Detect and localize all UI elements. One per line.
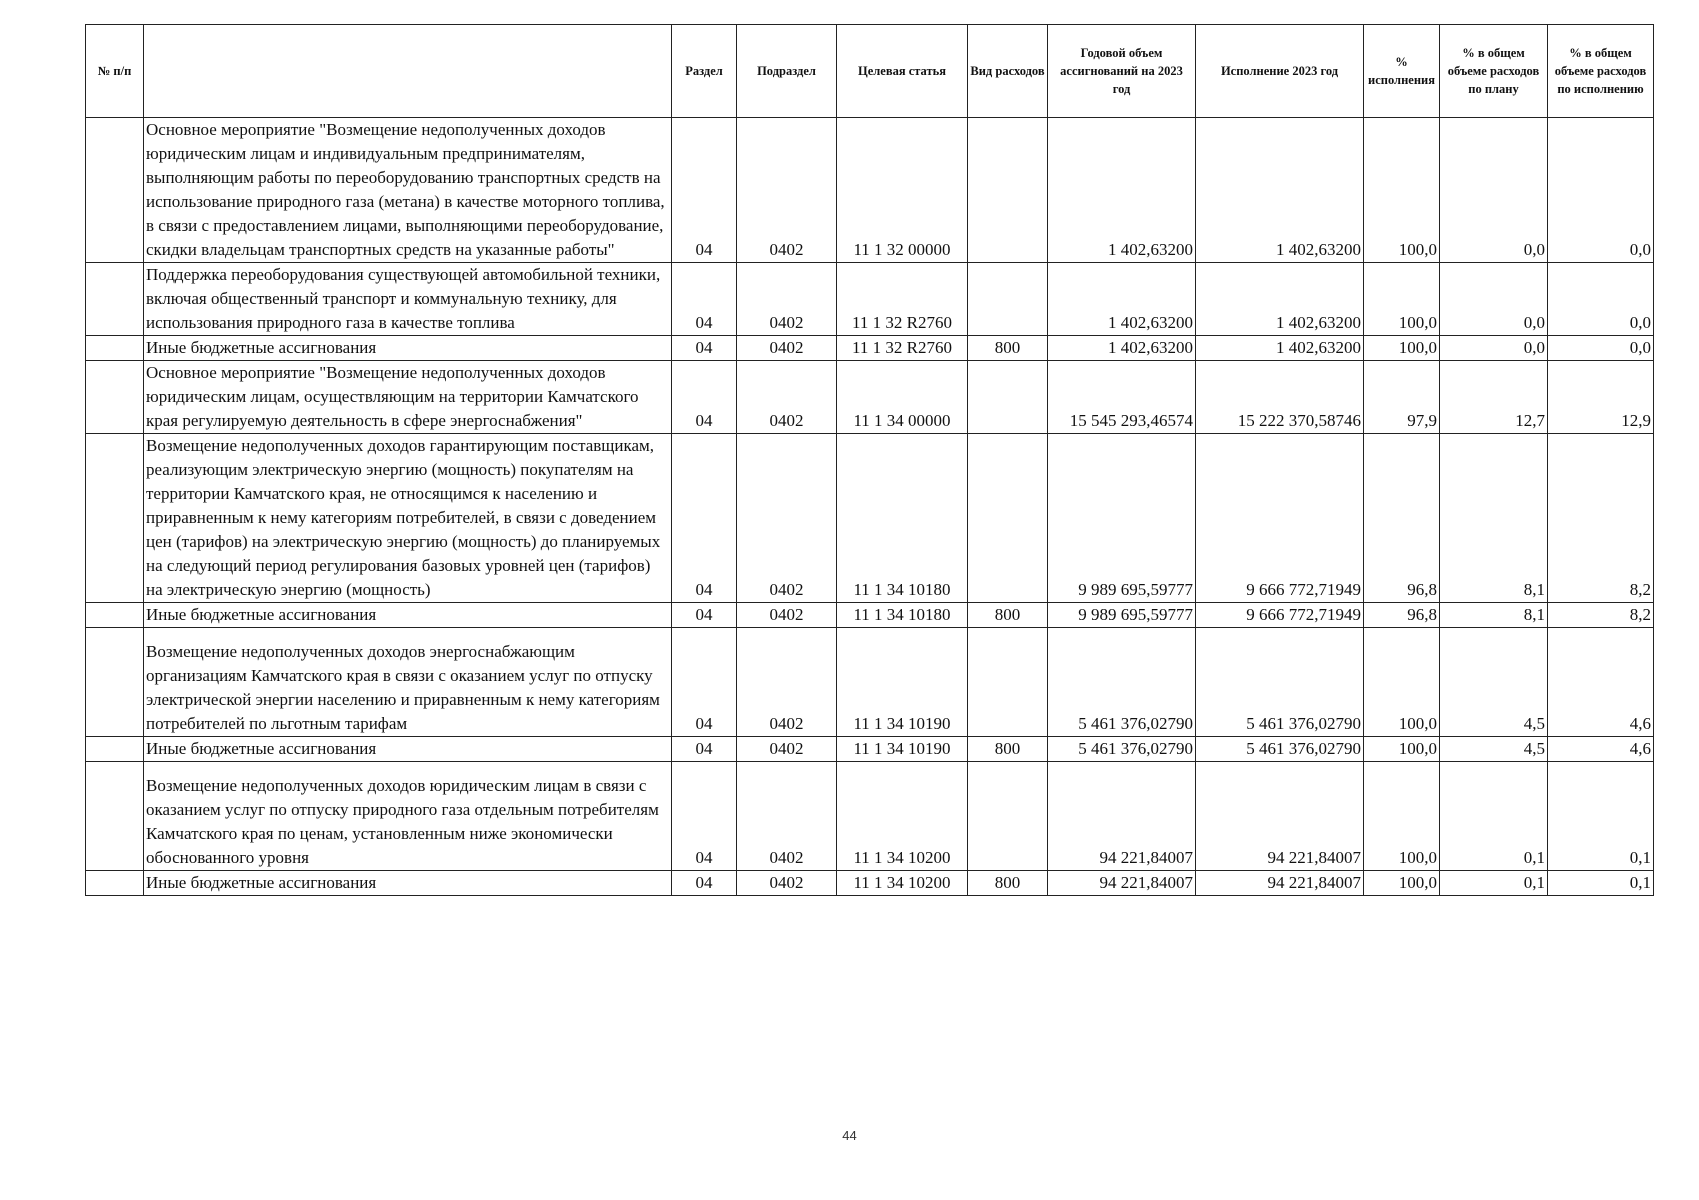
row-razdel: 04 [672,628,737,737]
row-pct: 100,0 [1364,737,1440,762]
row-fact: 5 461 376,02790 [1196,628,1364,737]
row-plan: 9 989 695,59777 [1048,434,1196,603]
row-vid: 800 [968,737,1048,762]
row-share-fact: 8,2 [1548,603,1654,628]
row-pct: 100,0 [1364,118,1440,263]
row-celevaya: 11 1 34 10180 [837,434,968,603]
page-number: 44 [842,1128,857,1143]
row-number [86,434,144,603]
row-name: Иные бюджетные ассигнования [144,737,672,762]
row-share-plan: 8,1 [1440,434,1548,603]
row-podrazdel: 0402 [737,737,837,762]
header-share-plan: % в общем объеме расходов по плану [1440,25,1548,118]
row-plan: 15 545 293,46574 [1048,361,1196,434]
row-share-fact: 0,0 [1548,118,1654,263]
header-name [144,25,672,118]
row-fact: 1 402,63200 [1196,263,1364,336]
row-podrazdel: 0402 [737,762,837,871]
row-share-plan: 8,1 [1440,603,1548,628]
row-fact: 5 461 376,02790 [1196,737,1364,762]
row-podrazdel: 0402 [737,434,837,603]
row-number [86,361,144,434]
row-celevaya: 11 1 34 10180 [837,603,968,628]
row-share-fact: 4,6 [1548,628,1654,737]
row-fact: 94 221,84007 [1196,762,1364,871]
row-share-fact: 0,1 [1548,871,1654,896]
header-podrazdel: Подраздел [737,25,837,118]
table-row [86,628,1654,737]
row-fact: 15 222 370,58746 [1196,361,1364,434]
header-pct: % исполнения [1364,25,1440,118]
header-celevaya: Целевая статья [837,25,968,118]
row-plan: 1 402,63200 [1048,336,1196,361]
row-name: Основное мероприятие "Возмещение недополученных доходов юридическим лицам, осуществляющим на территории Камчатского края регулируемую деятельность в сфере энергоснабжения" [144,361,672,434]
table-row [86,762,1654,871]
row-share-plan: 4,5 [1440,737,1548,762]
table-row [86,871,1654,896]
row-share-plan: 12,7 [1440,361,1548,434]
table-row [86,263,1654,336]
header-number: № п/п [86,25,144,118]
table-row [86,434,1654,603]
row-plan: 5 461 376,02790 [1048,628,1196,737]
row-celevaya: 11 1 32 R2760 [837,336,968,361]
row-plan: 1 402,63200 [1048,118,1196,263]
row-podrazdel: 0402 [737,603,837,628]
row-name: Иные бюджетные ассигнования [144,336,672,361]
row-razdel: 04 [672,603,737,628]
row-pct: 100,0 [1364,762,1440,871]
row-podrazdel: 0402 [737,361,837,434]
row-celevaya: 11 1 34 10200 [837,871,968,896]
table-row [86,361,1654,434]
header-razdel: Раздел [672,25,737,118]
row-fact: 9 666 772,71949 [1196,434,1364,603]
row-celevaya: 11 1 34 10190 [837,628,968,737]
table-row [86,336,1654,361]
row-number [86,628,144,737]
row-pct: 100,0 [1364,336,1440,361]
row-share-fact: 0,1 [1548,762,1654,871]
row-number [86,118,144,263]
row-podrazdel: 0402 [737,871,837,896]
header-share-fact: % в общем объеме расходов по исполнению [1548,25,1654,118]
row-plan: 94 221,84007 [1048,871,1196,896]
table-row [86,603,1654,628]
row-plan: 1 402,63200 [1048,263,1196,336]
row-share-plan: 4,5 [1440,628,1548,737]
row-vid [968,434,1048,603]
row-razdel: 04 [672,871,737,896]
row-pct: 100,0 [1364,628,1440,737]
row-celevaya: 11 1 32 R2760 [837,263,968,336]
row-number [86,737,144,762]
row-fact: 9 666 772,71949 [1196,603,1364,628]
row-name: Иные бюджетные ассигнования [144,871,672,896]
table-header-row [86,25,1654,118]
table-row [86,737,1654,762]
row-celevaya: 11 1 34 00000 [837,361,968,434]
row-share-plan: 0,0 [1440,263,1548,336]
row-share-fact: 0,0 [1548,336,1654,361]
row-celevaya: 11 1 32 00000 [837,118,968,263]
row-podrazdel: 0402 [737,628,837,737]
row-number [86,603,144,628]
row-share-fact: 4,6 [1548,737,1654,762]
row-vid [968,762,1048,871]
row-number [86,762,144,871]
row-name: Иные бюджетные ассигнования [144,603,672,628]
row-razdel: 04 [672,361,737,434]
row-pct: 96,8 [1364,603,1440,628]
row-share-fact: 8,2 [1548,434,1654,603]
row-plan: 94 221,84007 [1048,762,1196,871]
row-podrazdel: 0402 [737,336,837,361]
row-share-fact: 12,9 [1548,361,1654,434]
row-number [86,336,144,361]
row-pct: 100,0 [1364,263,1440,336]
row-razdel: 04 [672,434,737,603]
row-number [86,263,144,336]
row-fact: 1 402,63200 [1196,336,1364,361]
row-plan: 9 989 695,59777 [1048,603,1196,628]
row-razdel: 04 [672,737,737,762]
row-podrazdel: 0402 [737,263,837,336]
row-vid [968,118,1048,263]
row-name: Возмещение недополученных доходов юридическим лицам в связи с оказанием услуг по отпуску природного газа отдельным потребителям Камчатского края по ценам, установленным ниже экономически обоснованного уровня [144,762,672,871]
row-pct: 100,0 [1364,871,1440,896]
row-plan: 5 461 376,02790 [1048,737,1196,762]
row-celevaya: 11 1 34 10190 [837,737,968,762]
row-vid [968,361,1048,434]
row-vid: 800 [968,871,1048,896]
row-vid [968,263,1048,336]
row-share-plan: 0,1 [1440,762,1548,871]
row-share-plan: 0,0 [1440,336,1548,361]
row-share-plan: 0,0 [1440,118,1548,263]
row-pct: 97,9 [1364,361,1440,434]
budget-table [85,24,1654,896]
row-share-plan: 0,1 [1440,871,1548,896]
header-fact: Исполнение 2023 год [1196,25,1364,118]
row-razdel: 04 [672,336,737,361]
row-vid: 800 [968,336,1048,361]
row-share-fact: 0,0 [1548,263,1654,336]
row-name: Возмещение недополученных доходов энергоснабжающим организациям Камчатского края в связи с оказанием услуг по отпуску электрической энергии населению и приравненным к нему категориям потребителей по льготным тарифам [144,628,672,737]
row-pct: 96,8 [1364,434,1440,603]
row-celevaya: 11 1 34 10200 [837,762,968,871]
row-fact: 94 221,84007 [1196,871,1364,896]
row-name: Поддержка переоборудования существующей автомобильной техники, включая общественный транспорт и коммунальную технику, для использования природного газа в качестве топлива [144,263,672,336]
header-plan: Годовой объем ассигнований на 2023 год [1048,25,1196,118]
row-vid: 800 [968,603,1048,628]
row-podrazdel: 0402 [737,118,837,263]
row-vid [968,628,1048,737]
header-vid: Вид расходов [968,25,1048,118]
row-number [86,871,144,896]
row-razdel: 04 [672,762,737,871]
row-name: Основное мероприятие "Возмещение недополученных доходов юридическим лицам и индивидуальным предпринимателям, выполняющим работы по переоборудованию транспортных средств на использование природного газа (метана) в качестве моторного топлива, в связи с предоставлением лицами, выполняющими переоборудование, скидки владельцам транспортных средств на указанные работы" [144,118,672,263]
row-fact: 1 402,63200 [1196,118,1364,263]
row-razdel: 04 [672,263,737,336]
table-row [86,118,1654,263]
row-name: Возмещение недополученных доходов гарантирующим поставщикам, реализующим электрическую энергию (мощность) покупателям на территории Камчатского края, не относящимся к населению и приравненным к нему категориям потребителей, в связи с доведением цен (тарифов) на электрическую энергию (мощность) до планируемых на следующий период регулирования базовых уровней цен (тарифов) на электрическую энергию (мощность) [144,434,672,603]
row-razdel: 04 [672,118,737,263]
